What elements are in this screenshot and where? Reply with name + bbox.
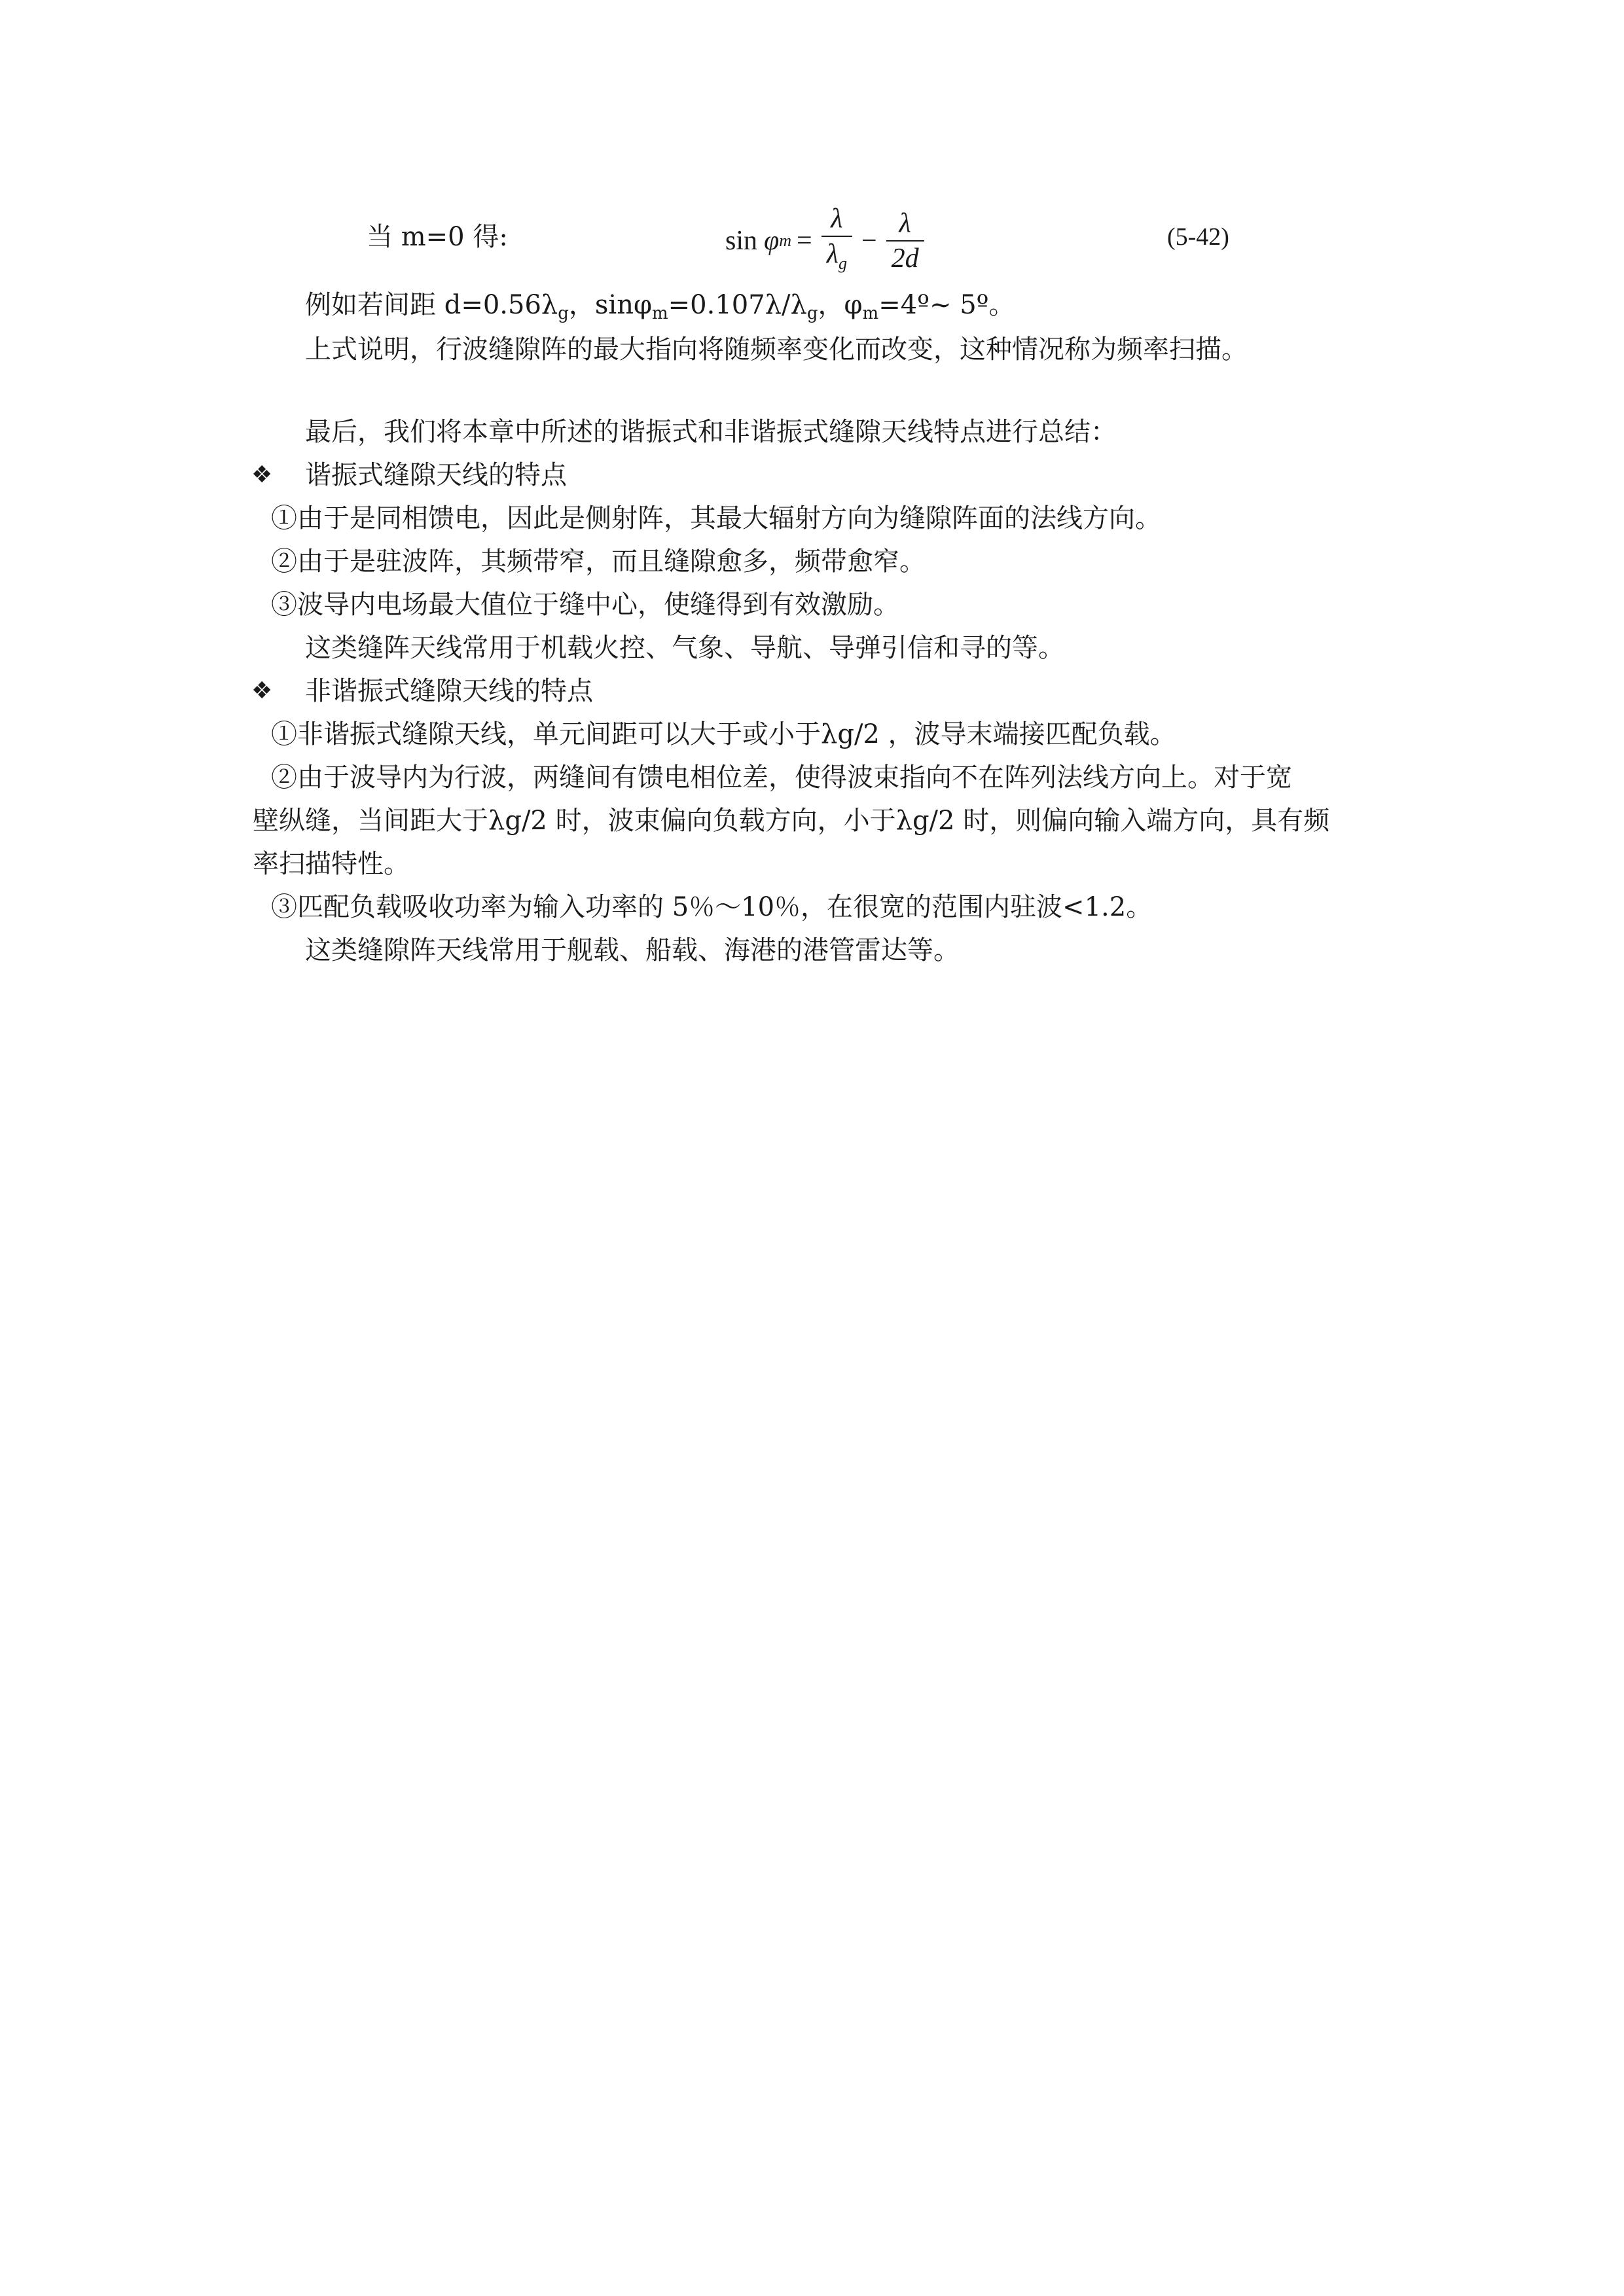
fraction-2-numerator: λ: [899, 208, 911, 238]
example-text-5: =4º~ 5º。: [878, 290, 1015, 320]
resonant-bullet-icon: ❖: [251, 461, 273, 488]
nonresonant-heading: 非谐振式缝隙天线的特点: [305, 676, 593, 706]
nonresonant-bullet-icon: ❖: [251, 677, 273, 704]
equation-lead-text: 当 m=0 得:: [367, 222, 508, 252]
fraction-1-den-symbol: λ: [826, 238, 839, 269]
nonresonant-item-1: ①非谐振式缝隙天线，单元间距可以大于或小于λg/2 ，波导末端接匹配负载。: [271, 719, 1176, 749]
example-text-1: 例如若间距 d=0.56λ: [305, 290, 558, 320]
example-line: [305, 288, 1015, 331]
nonresonant-usage: 这类缝隙阵天线常用于舰载、船载、海港的港管雷达等。: [305, 935, 960, 965]
formula-phi-sub: m: [779, 231, 792, 250]
example-text-3: =0.107λ/λ: [668, 290, 807, 320]
resonant-item-3: ③波导内电场最大值位于缝中心，使缝得到有效激励。: [271, 590, 899, 620]
equation-number: (5-42): [1167, 223, 1229, 251]
nonresonant-item-3: ③匹配负载吸收功率为输入功率的 5％～10％，在很宽的范围内驻波<1.2。: [271, 892, 1153, 922]
formula-minus: −: [861, 226, 877, 256]
resonant-item-2: ②由于是驻波阵，其频带窄，而且缝隙愈多，频带愈窄。: [271, 547, 926, 577]
example-sub-g1: g: [558, 304, 569, 323]
frequency-scan-explanation: 上式说明，行波缝隙阵的最大指向将随频率变化而改变，这种情况称为频率扫描。: [305, 334, 1248, 365]
example-text-4: ，φ: [818, 290, 863, 320]
example-sub-g2: g: [806, 304, 818, 323]
resonant-heading: 谐振式缝隙天线的特点: [305, 460, 567, 490]
resonant-item-1: ①由于是同相馈电，因此是侧射阵，其最大辐射方向为缝隙阵面的法线方向。: [271, 503, 1161, 533]
fraction-1-denominator: [821, 237, 852, 281]
equation-formula: [725, 195, 928, 287]
fraction-1-den-sub: g: [838, 253, 847, 273]
formula-sin: sin: [725, 226, 758, 256]
nonresonant-item-2-line-1: ②由于波导内为行波，两缝间有馈电相位差，使得波束指向不在阵列法线方向上。对于宽: [271, 762, 1292, 793]
example-text-2: ，sinφ: [568, 290, 652, 320]
example-sub-m2: m: [862, 304, 879, 323]
summary-intro: 最后，我们将本章中所述的谐振式和非谐振式缝隙天线特点进行总结：: [305, 417, 1117, 447]
resonant-usage: 这类缝阵天线常用于机载火控、气象、导航、导弹引信和寻的等。: [305, 633, 1064, 663]
nonresonant-item-2-line-2: 壁纵缝，当间距大于λg/2 时，波束偏向负载方向，小于λg/2 时，则偏向输入端方向，具有频: [253, 806, 1330, 836]
fraction-1-numerator: λ: [831, 203, 843, 234]
formula-equals: =: [797, 226, 812, 256]
formula-fraction-2: [886, 206, 924, 276]
formula-fraction-1: [821, 202, 852, 281]
formula-phi: φ: [764, 226, 780, 256]
example-sub-m1: m: [652, 304, 668, 323]
nonresonant-item-2-line-3: 率扫描特性。: [253, 849, 410, 879]
fraction-2-denominator: 2d: [891, 243, 919, 274]
